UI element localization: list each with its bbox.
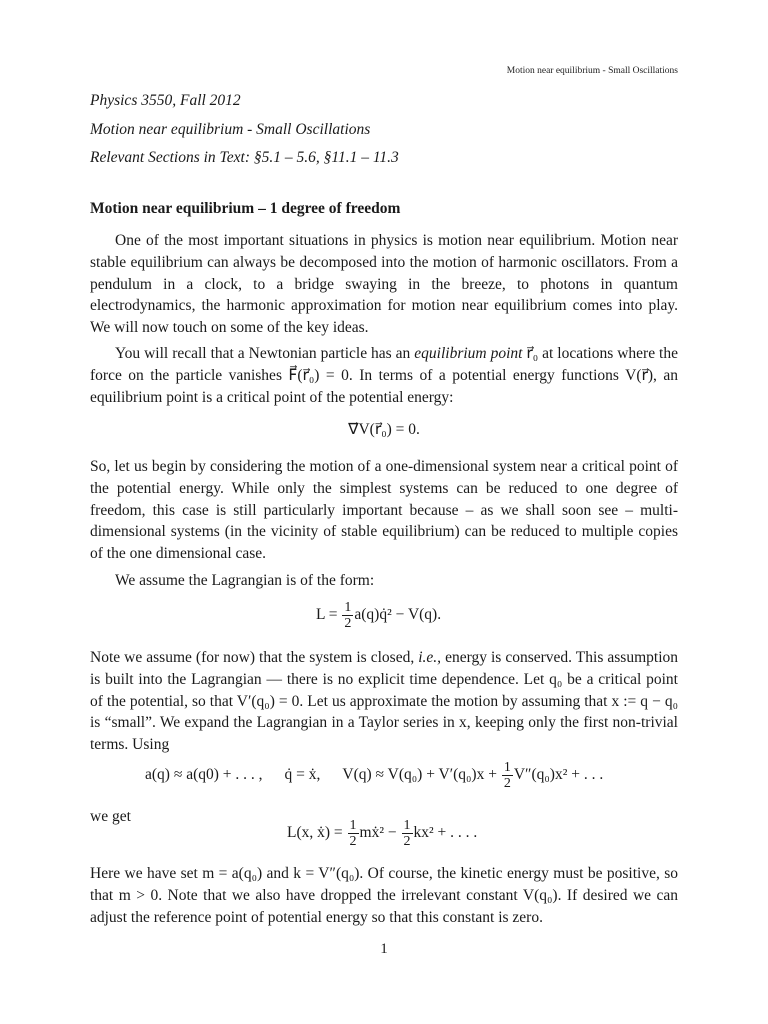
- emphasis-ie: i.e.,: [418, 649, 442, 666]
- frac-den: 2: [403, 834, 411, 849]
- eq-text: V(q) ≈ V(q₀) + V′(q₀)x +: [342, 766, 501, 784]
- fraction-half: [348, 818, 359, 849]
- running-head: Motion near equilibrium - Small Oscillations: [506, 66, 678, 76]
- eq-text: V″(q₀)x² + . . .: [513, 766, 604, 784]
- fraction-half: [502, 760, 513, 791]
- paragraph-lagrangian-form: We assume the Lagrangian is of the form:: [115, 572, 375, 589]
- paragraph-equilibrium-point: [90, 343, 678, 408]
- page-number: 1: [380, 941, 388, 957]
- emphasis-term: equilibrium point: [414, 345, 523, 362]
- equation-lagrangian: [316, 600, 441, 631]
- equation-gradient: ∇⃗V(r⃗₀) = 0.: [348, 421, 420, 438]
- frac-den: 2: [503, 776, 511, 791]
- eq-text: kx² + . . . .: [413, 824, 478, 842]
- text-run: Note we assume (for now) that the system is closed,: [90, 649, 419, 666]
- eq-text: mẋ² −: [359, 824, 401, 842]
- paragraph-intro: One of the most important situations in physics is motion near equilibrium. Motion near stable equilibrium can always be decomposed into the motion of harmonic oscillators. From a pendulum in a clock, to a bridge swaying in the breeze, to photons in quantum electrodynamics, the harmonic approximation for motion near equilibrium comes into play. We will now touch on some of the key ideas.: [90, 232, 678, 337]
- frac-num: 1: [503, 760, 511, 775]
- relevant-sections: Relevant Sections in Text: §5.1 – 5.6, §11.1 – 11.3: [90, 149, 399, 166]
- eq-text: L(x, ẋ) =: [287, 824, 347, 842]
- fraction-half: [402, 818, 413, 849]
- text-run: You will recall that a Newtonian particle has an: [115, 345, 415, 362]
- eq-text: L =: [316, 606, 342, 624]
- equation-taylor-expansion: [145, 760, 603, 791]
- eq-text: a(q) ≈ a(q0) + . . . ,: [145, 766, 263, 784]
- paragraph-we-get: we get: [90, 808, 131, 825]
- paragraph-closed-system: [90, 647, 678, 756]
- frac-num: 1: [403, 818, 411, 833]
- frac-den: 2: [344, 616, 352, 631]
- section-heading: Motion near equilibrium – 1 degree of freedom: [90, 200, 401, 217]
- equation-approx-lagrangian: [287, 818, 477, 849]
- topic-title: Motion near equilibrium - Small Oscillations: [90, 121, 371, 138]
- frac-num: 1: [349, 818, 357, 833]
- eq-text: q̇ = ẋ,: [284, 766, 321, 784]
- paragraph-mass-spring: Here we have set m = a(q₀) and k = V″(q₀). Of course, the kinetic energy must be positive, so that m > 0. Note that we also have dropped the irrelevant constant V(q₀). If desired we can adjust the reference point of potential energy so that this constant is zero.: [90, 865, 678, 926]
- course-title: Physics 3550, Fall 2012: [90, 92, 241, 109]
- fraction-half: [342, 600, 353, 631]
- frac-den: 2: [349, 834, 357, 849]
- frac-num: 1: [344, 600, 352, 615]
- eq-text: a(q)q̇² − V(q).: [354, 606, 442, 624]
- text-run: energy is conserved. This assumption is built into the Lagrangian — there is no explicit time dependence. Let q₀ be a critical point of the potential, so that V′(q₀) = 0. Let us approximate the motion by assuming that x := q − q₀ is “small”. We expand the Lagrangian in a Taylor series in x, keeping only the first non-trivial terms. Using: [90, 649, 679, 754]
- text-run: r⃗₀ at locations where the force on the particle vanishes F⃗(r⃗₀) = 0. In terms of a potential energy functions V(r⃗), an equilibrium point is a critical point of the potential energy:: [90, 345, 678, 406]
- paragraph-one-dimensional: So, let us begin by considering the motion of a one-dimensional system near a critical point of the potential energy. While only the simplest systems can be reduced to one degree of freedom, this case is still particularly important because – as we shall soon see – multi-dimensional systems (in the vicinity of stable equilibrium) can be reduced to multiple copies of the one dimensional case.: [90, 458, 678, 563]
